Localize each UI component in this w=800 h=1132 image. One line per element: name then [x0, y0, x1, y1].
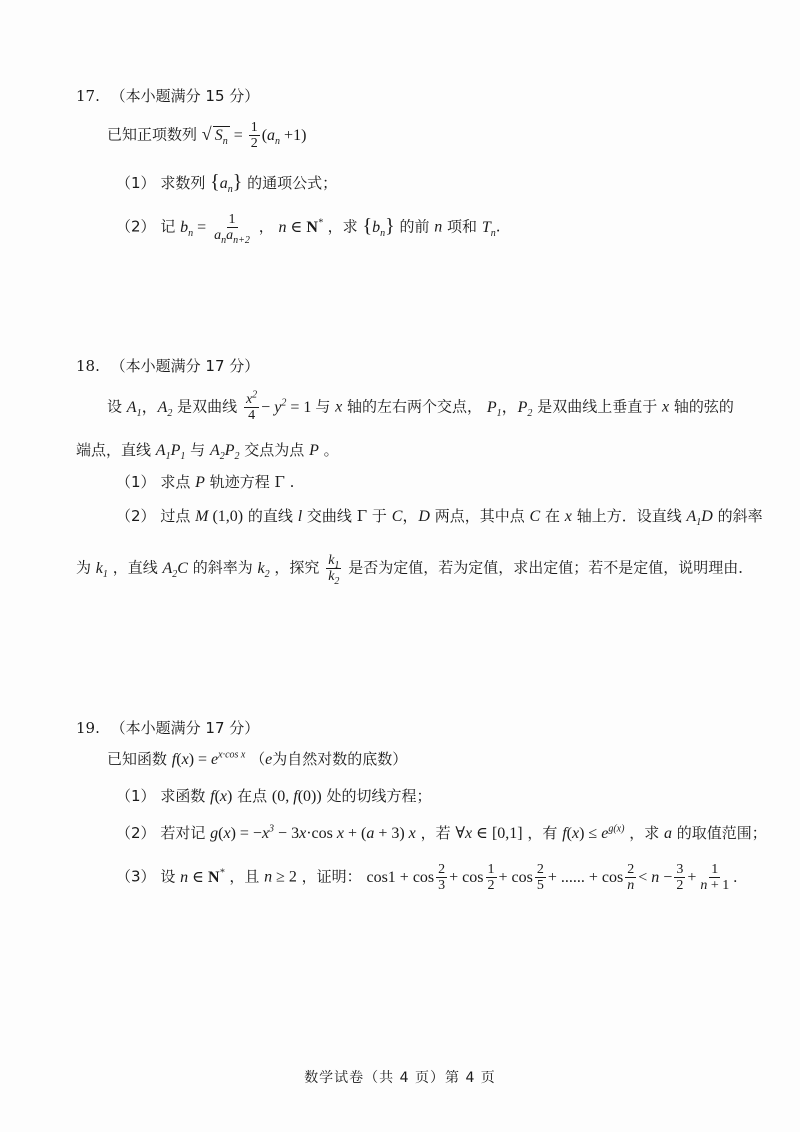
q18-text: 的斜率: [717, 507, 763, 525]
q17-part2-mid: ，求: [327, 217, 358, 236]
q18-text: 于: [371, 507, 387, 525]
q17-score: （本小题满分 15 分）: [110, 87, 260, 105]
q19-text: ，求: [629, 824, 660, 842]
q19-g-def: $g(x) = -x^3 - 3x\cdot\cos$ x + (a + 3) x: [210, 823, 416, 842]
q18-score: （本小题满分 17 分）: [110, 357, 260, 375]
q19-text: 已知函数: [107, 750, 168, 768]
q17-bn-set: $\{b_n\}$: [362, 214, 395, 239]
q19-text: 的取值范围；: [676, 824, 767, 842]
q17-part1-label: （1）: [116, 174, 156, 192]
q19-inequality: cos1 + cos $\frac{2}{3}$ + cos $\frac{1}{2}$ + cos $\frac{2}{5}$ + ...... + cos $\frac{2}{n}$ < n − $\frac{3}{2}$ + $\frac{1}{n + 1}$ .: [366, 862, 738, 894]
q18-text: 轴的弦的: [673, 397, 734, 416]
q19-text: ，且: [229, 867, 260, 886]
q18-text: 两点，其中点: [434, 507, 525, 525]
q17-part2: （2） 记 $b_n$ = $\frac{1}{a_na_{n+2}}$ ， n ∈ N* ，求 $\{b_n\}$ 的前 n 项和 $T_n$.: [116, 212, 501, 247]
q17-tn: $T_n$: [481, 218, 496, 239]
q18-text: 是否为定值，若为定值，求出定值；若不是定值，说明理由．: [348, 558, 754, 577]
q17-n-domain: n ∈ N*: [278, 217, 323, 236]
q17-part1-text: 求数列: [160, 174, 206, 192]
q19-text: （: [250, 750, 266, 768]
q18-part2-label: （2）: [116, 507, 156, 525]
q18-number: 18.: [76, 357, 100, 375]
q19-text: 若对记: [160, 824, 206, 842]
q18-text: 的直线: [247, 507, 293, 525]
q19-text: ，证明：: [301, 867, 362, 886]
q17-an-set: $\{a_n\}$: [210, 171, 243, 196]
q18-ratio: $\frac{k_1}{k_2}$: [328, 553, 340, 588]
q18-text: 轴上方．设直线: [576, 507, 682, 525]
q18-part1: （1） 求点 P 轨迹方程 Γ .: [116, 473, 295, 491]
q18-part1-label: （1）: [116, 473, 156, 491]
q18-hyperbola-eq: $\frac{x^2}{4}$ − $y^2 = 1$: [245, 389, 312, 424]
q18-text: 。: [323, 441, 339, 459]
q19-score: （本小题满分 17 分）: [110, 719, 260, 737]
q17-part2-tail: 的前: [399, 217, 430, 236]
q19-function-def: $f(x) = e^{x\cdot cos x}$: [171, 749, 246, 768]
q18-text: 与: [315, 397, 331, 416]
q18-text: 过点: [160, 507, 191, 525]
q19-text: ，有: [527, 824, 558, 842]
q18-text: 交点为点: [244, 441, 305, 459]
q19-text: 在点: [237, 787, 268, 805]
q19-text: 设: [160, 867, 176, 886]
q19-part2-label: （2）: [116, 824, 156, 842]
q18-text: 的斜率为: [192, 558, 253, 577]
q17-part1-tail: 的通项公式；: [247, 174, 338, 192]
q18-text: ，探究: [274, 558, 320, 577]
q19-part3: （3） 设 n ∈ N* ，且 n ≥ 2 ，证明： cos1 + cos $\frac{2}{3}$ + cos $\frac{1}{2}$ + cos $\frac{2}{5}$ + ...... + cos $\frac{2}{n}$ < n − $\frac{3}{2}$ + $\frac{1}{n + 1}$ .: [116, 862, 738, 894]
q17-intro-text: 已知正项数列: [107, 125, 198, 144]
q18-text: 在: [545, 507, 561, 525]
q18-text: 求点: [160, 473, 191, 491]
q18-text: 设: [107, 397, 123, 416]
page-footer: 数学试卷（共 4 页）第 4 页: [304, 1070, 496, 1086]
q19-text: 处的切线方程；: [326, 787, 432, 805]
q18-text: 轴的左右两个交点，: [347, 397, 483, 416]
q19-header: [76, 721, 259, 736]
q18-text: 为: [76, 558, 92, 577]
q18-text: ，直线: [112, 558, 158, 577]
q17-part2-text: 记: [160, 217, 176, 236]
q18-text: 是双曲线: [177, 397, 238, 416]
q17-header: [76, 89, 259, 104]
q17-part2-end: 项和: [447, 217, 478, 236]
q17-bn-def: $b_n$ = $\frac{1}{a_na_{n+2}}$: [180, 212, 250, 247]
q18-header: [76, 359, 259, 374]
q18-text: 端点，直线: [76, 441, 152, 459]
q19-text: 为自然对数的底数）: [272, 750, 408, 768]
q19-part1: （1） 求函数 f(x) 在点 (0, f(0)) 处的切线方程；: [116, 787, 432, 805]
q19-number: 19.: [76, 719, 100, 737]
q17-given-formula: √ $S_n$ = $\frac{1}{2}$ $(a_n +1)$: [201, 120, 307, 152]
q17-part2-label: （2）: [116, 217, 156, 236]
q19-part1-label: （1）: [116, 787, 156, 805]
q17-intro: [107, 120, 306, 152]
q18-text: 与: [190, 441, 206, 459]
q17-number: 17.: [76, 87, 100, 105]
q18-line2: 端点，直线 $A_1P_1$ 与 $A_2P_2$ 交点为点 P 。: [76, 441, 339, 463]
q18-part2: （2） 过点 M (1,0) 的直线 l 交曲线 Γ 于 C，D 两点，其中点 C 在 x 轴上方．设直线 $A_1D$ 的斜率: [116, 507, 763, 529]
q18-line1: 设 $A_1$，$A_2$ 是双曲线 $\frac{x^2}{4}$ − $y^2 = 1$ 与 x 轴的左右两个交点， $P_1$，$P_2$ 是双曲线上垂直于 x 轴的弦的: [107, 389, 734, 424]
q17-part1: [116, 171, 338, 196]
q19-text: ，若: [420, 824, 451, 842]
q19-part3-label: （3）: [116, 867, 156, 886]
q18-text: 是双曲线上垂直于: [537, 397, 658, 416]
q18-text: 交曲线: [306, 507, 352, 525]
q18-text: 轨迹方程: [209, 473, 270, 491]
q18-line5: 为 $k_1$ ，直线 $A_2C$ 的斜率为 $k_2$ ，探究 $\frac{k_1}{k_2}$ 是否为定值，若为定值，求出定值；若不是定值，说明理由．: [76, 553, 754, 588]
q19-intro: 已知函数 $f(x) = e^{x\cdot cos x}$ （e为自然对数的底数）: [107, 749, 408, 768]
q19-text: 求函数: [160, 787, 206, 805]
q19-part2: （2） 若对记 $g(x) = -x^3 - 3x\cdot\cos$ x + (a + 3) x ，若 ∀x ∈ [0,1] ，有 $f(x) \le e^{g(x)}$ ，求 a 的取值范围；: [116, 823, 767, 842]
